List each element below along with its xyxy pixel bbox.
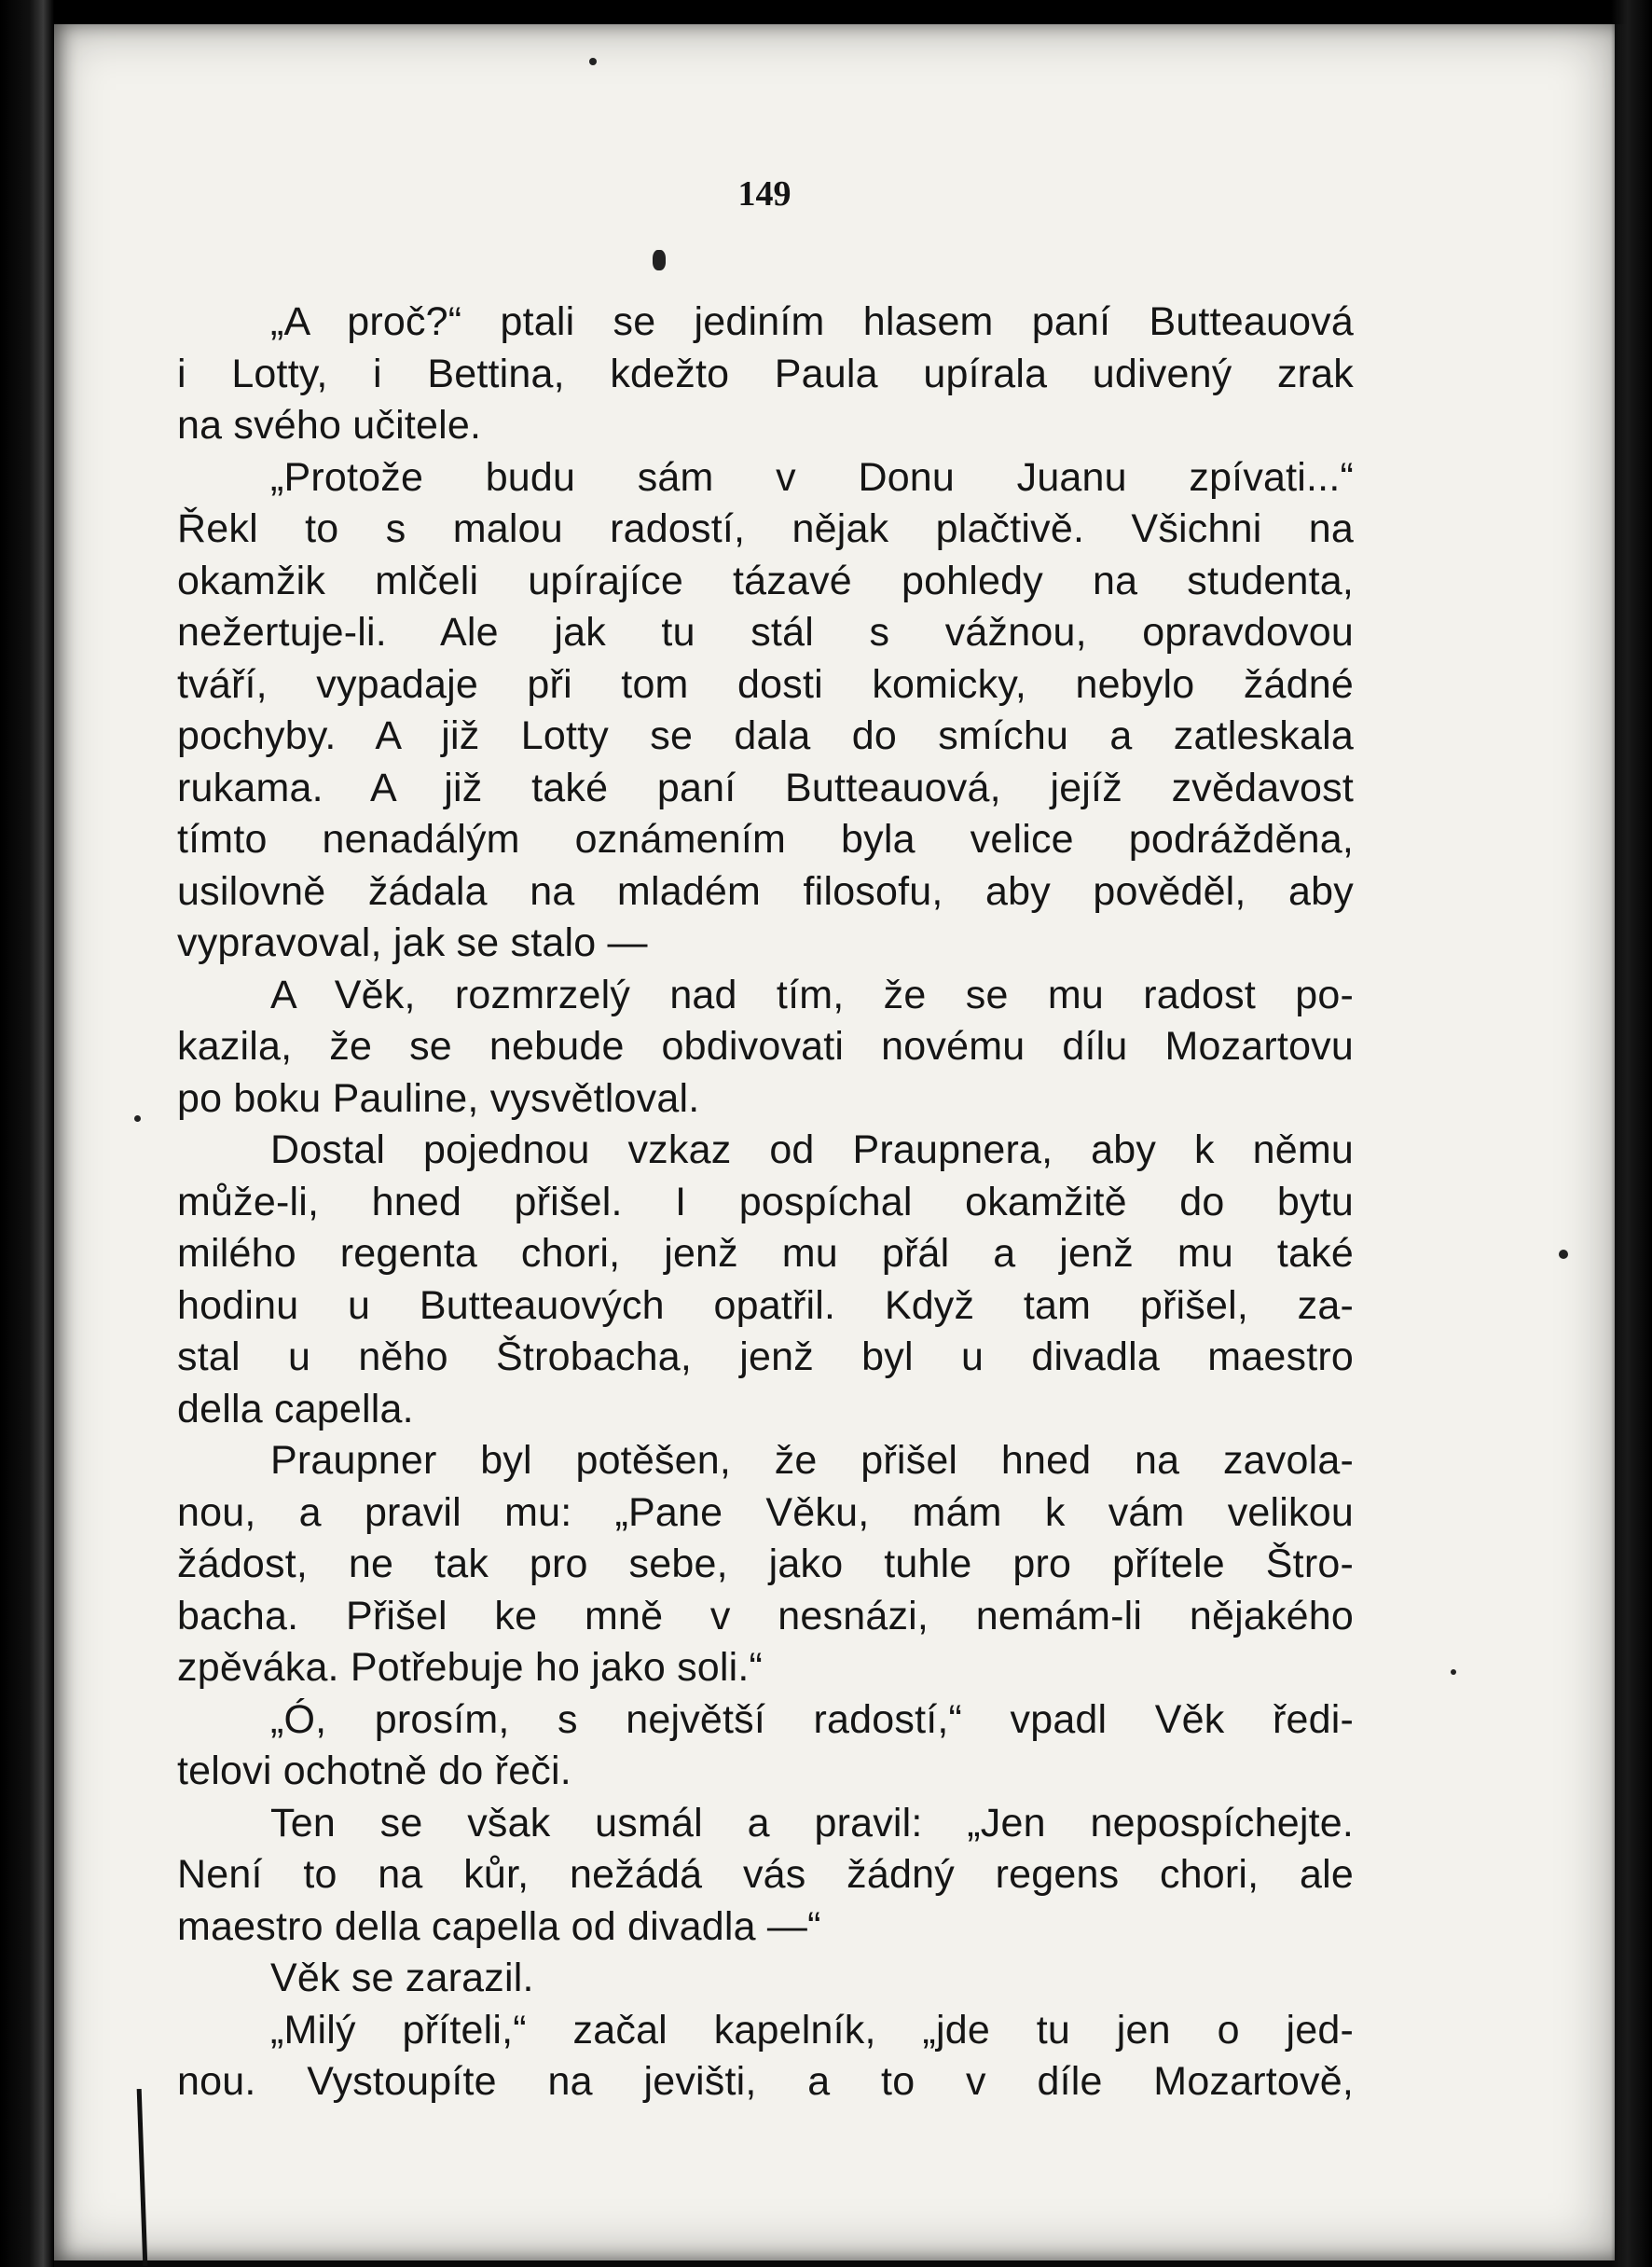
scan-speck <box>589 58 597 65</box>
text-line: Není to na kůr, nežádá vás žádný regens chori, ale <box>177 1852 1354 1897</box>
text-line: stal u něho Štrobacha, jenž byl u divadla maestro <box>177 1334 1354 1379</box>
text-line: žádost, ne tak pro sebe, jako tuhle pro přítele Štro- <box>177 1541 1354 1586</box>
text-line: vypravoval, jak se stalo — <box>177 920 648 965</box>
text-line: nou, a pravil mu: „Pane Věku, mám k vám velikou <box>177 1489 1354 1535</box>
text-line: Dostal pojednou vzkaz od Praupnera, aby k němu <box>270 1127 1354 1172</box>
scan-speck <box>1451 1669 1456 1675</box>
text-line: nežertuje-li. Ale jak tu stál s vážnou, opravdovou <box>177 610 1354 655</box>
text-line: pochyby. A již Lotty se dala do smíchu a zatleskala <box>177 713 1354 758</box>
text-line: Řekl to s malou radostí, nějak plačtivě. Všichni na <box>177 506 1354 551</box>
text-line: i Lotty, i Bettina, kdežto Paula upírala udivený zrak <box>177 351 1354 396</box>
text-line: na svého učitele. <box>177 403 482 448</box>
scan-speck <box>653 250 666 270</box>
text-line: po boku Pauline, vysvětloval. <box>177 1075 700 1121</box>
body-text <box>177 297 1354 2108</box>
page-number: 149 <box>737 174 792 214</box>
text-line: „Ó, prosím, s největší radostí,“ vpadl Věk ředi- <box>270 1696 1354 1742</box>
text-line: okamžik mlčeli upírajíce tázavé pohledy na studenta, <box>177 558 1354 603</box>
text-line: Praupner byl potěšen, že přišel hned na zavola- <box>270 1438 1354 1483</box>
text-line: kazila, že se nebude obdivovati novému dílu Mozartovu <box>177 1024 1354 1069</box>
text-line: zpěváka. Potřebuje ho jako soli.“ <box>177 1645 764 1690</box>
text-line: může-li, hned přišel. I pospíchal okamžitě do bytu <box>177 1179 1354 1224</box>
text-line: Ten se však usmál a pravil: „Jen nepospíchejte. <box>270 1800 1354 1845</box>
text-line: maestro della capella od divadla —“ <box>177 1903 821 1949</box>
text-line: della capella. <box>177 1386 414 1431</box>
text-line: telovi ochotně do řeči. <box>177 1749 571 1793</box>
text-line: usilovně žádala na mladém filosofu, aby pověděl, aby <box>177 868 1354 914</box>
text-line: rukama. A již také paní Butteauová, jejíž zvědavost <box>177 765 1354 810</box>
text-line: tímto nenadálým oznámením byla velice podrážděna, <box>177 817 1354 862</box>
text-line: „Milý příteli,“ začal kapelník, „jde tu jen o jed- <box>270 2007 1354 2053</box>
scan-speck <box>1559 1250 1568 1259</box>
text-line: nou. Vystoupíte na jevišti, a to v díle Mozartově, <box>177 2059 1354 2104</box>
text-line: Věk se zarazil. <box>270 1956 534 2000</box>
scan-top-border <box>0 0 1652 24</box>
book-spine-shadow <box>0 0 54 2267</box>
text-line: bacha. Přišel ke mně v nesnázi, nemám-li nějakého <box>177 1593 1354 1638</box>
text-line: hodinu u Butteauových opatřil. Když tam přišel, za- <box>177 1282 1354 1328</box>
scan-speck <box>134 1115 141 1122</box>
scan-right-border <box>1611 0 1652 2267</box>
text-line: „A proč?“ ptali se jediním hlasem paní Butteauová <box>270 299 1354 344</box>
text-line: A Věk, rozmrzelý nad tím, že se mu radost po- <box>270 972 1354 1017</box>
text-line: milého regenta chori, jenž mu přál a jenž mu také <box>177 1231 1354 1276</box>
text-line: „Protože budu sám v Donu Juanu zpívati...“ <box>270 454 1354 500</box>
text-line: tváří, vypadaje při tom dosti komicky, nebylo žádné <box>177 661 1354 707</box>
